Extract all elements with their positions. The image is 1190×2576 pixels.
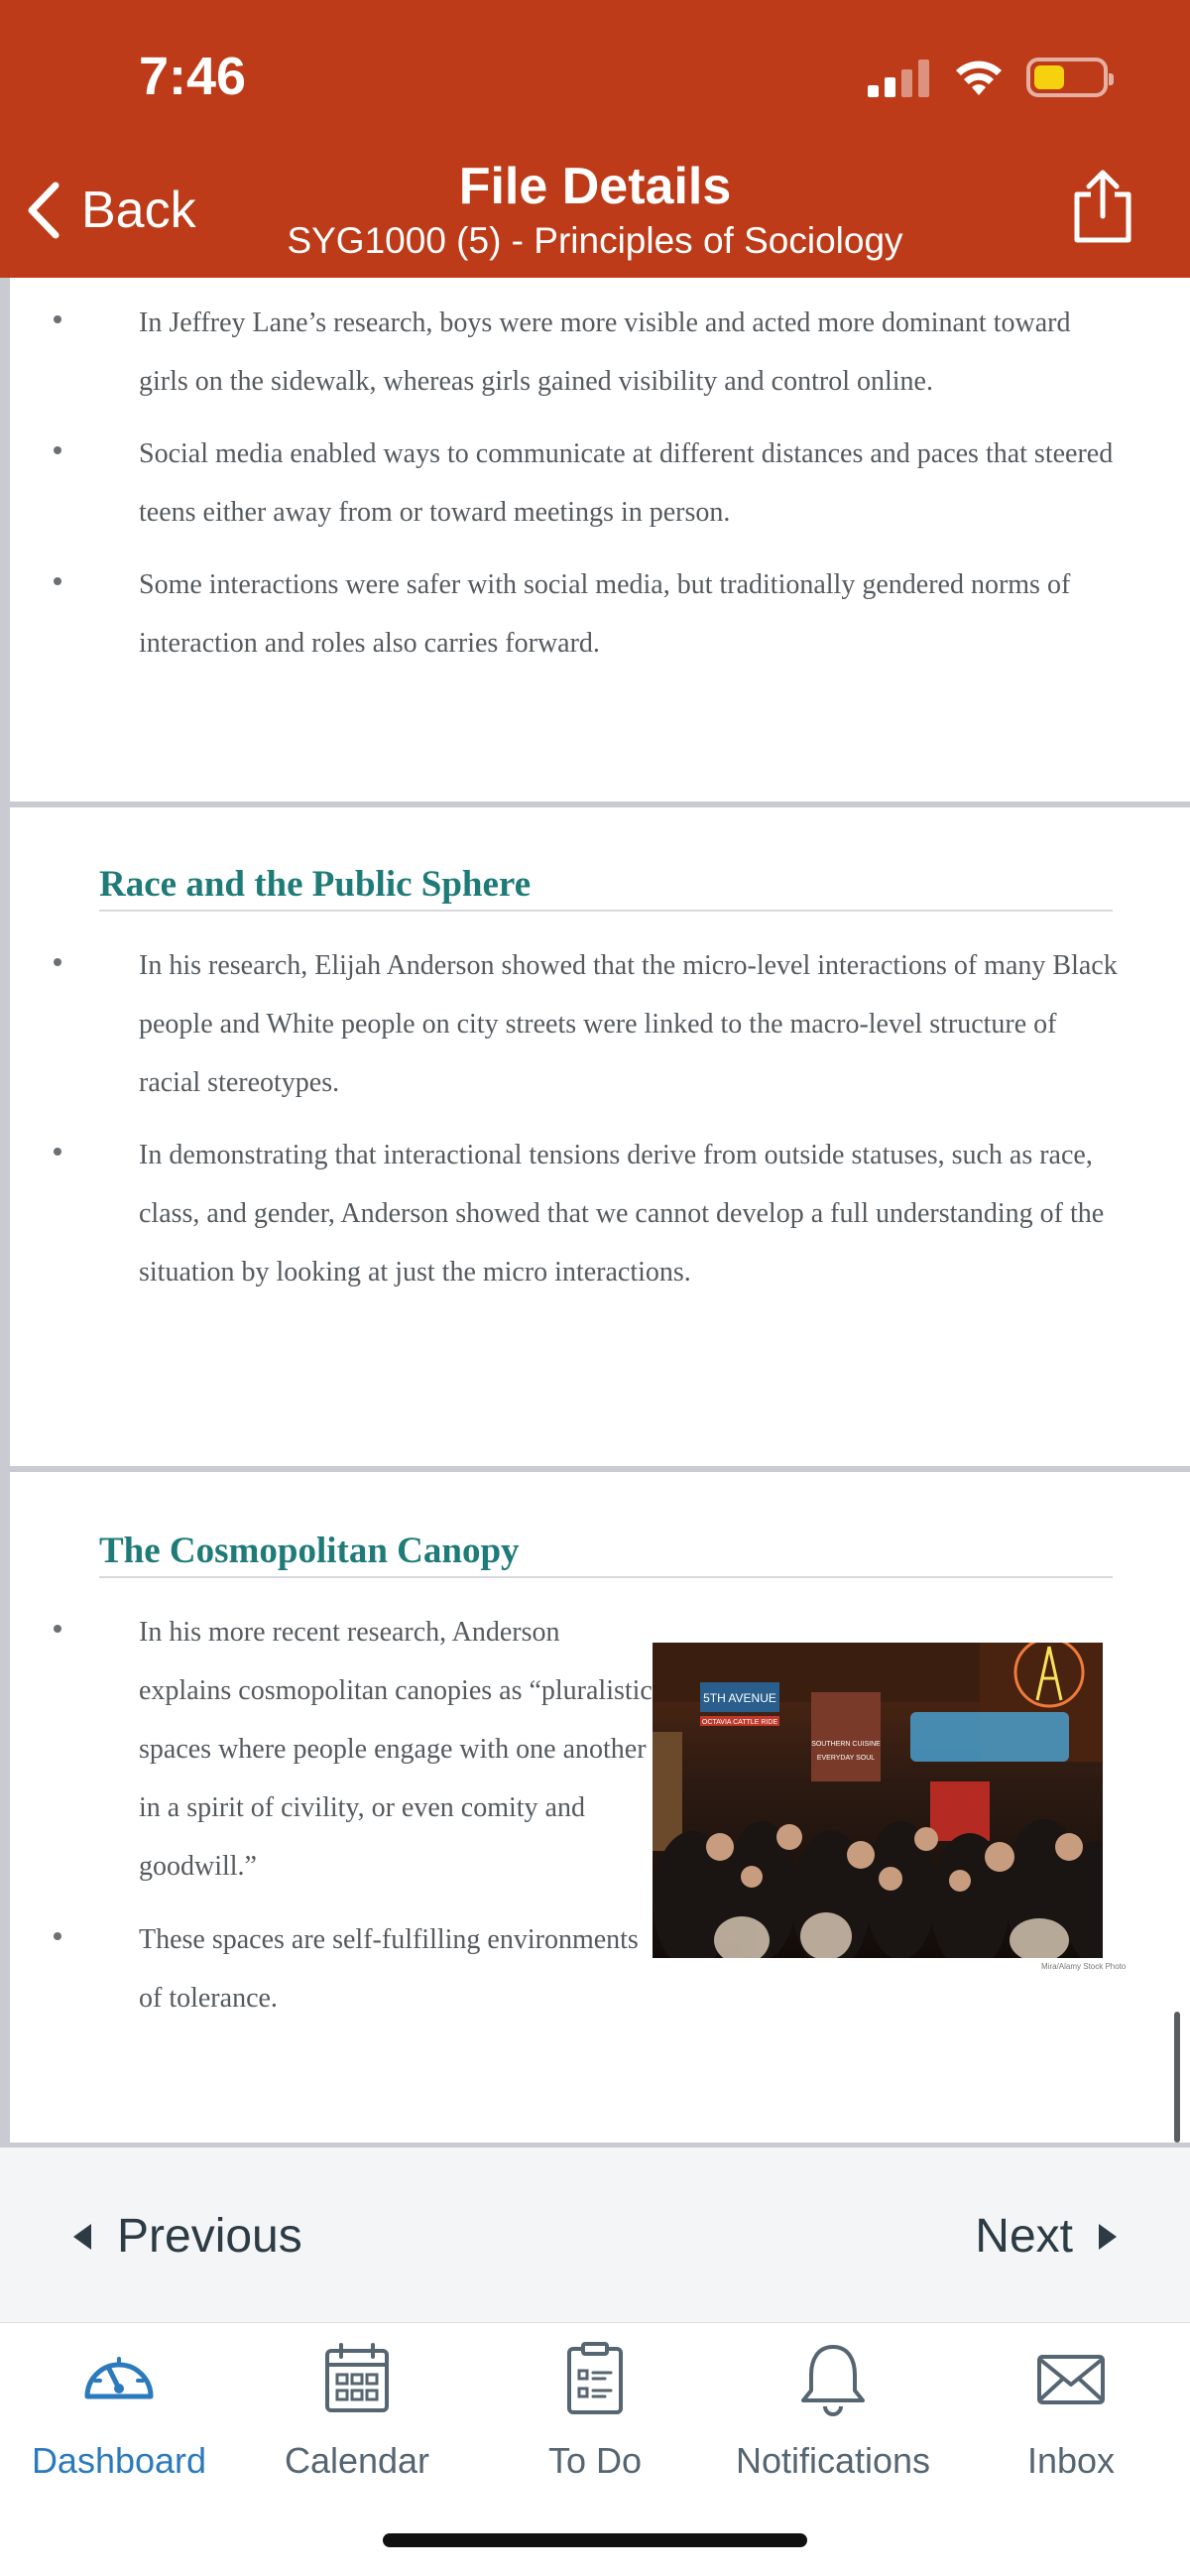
pager: [0, 2147, 1190, 2322]
photo-sign-text: 5TH AVENUE: [703, 1691, 776, 1705]
bullet-text: Some interactions were safer with social media, but traditionally gendered norms of interaction and roles also carries forward.: [139, 569, 1071, 659]
page-title: File Details: [458, 158, 732, 215]
bullet-text: In demonstrating that interactional tensions derive from outside statuses, such as race, class, and gender, Anderson showed that we cannot develop a full understanding of the situation by looking at just the micro interactions.: [139, 1140, 1105, 1288]
bell-icon: [793, 2339, 873, 2418]
scrollbar[interactable]: [1174, 2012, 1180, 2143]
share-icon[interactable]: [1067, 167, 1138, 246]
cellular-signal-icon: [868, 60, 931, 97]
page-subtitle: SYG1000 (5) - Principles of Sociology: [287, 220, 903, 261]
back-label: Back: [81, 182, 196, 239]
tab-label: Dashboard: [31, 2440, 207, 2481]
previous-label: Previous: [117, 2210, 302, 2263]
bullet-dot: [54, 1932, 61, 1940]
bullet-text: In Jeffrey Lane’s research, boys were more visible and acted more dominant toward girls on the sidewalk, whereas girls gained visibility and control online.: [139, 307, 1071, 397]
slide: [10, 807, 1190, 1466]
mail-icon: [1031, 2339, 1111, 2418]
title-divider: [99, 910, 1113, 912]
calendar-icon: [317, 2339, 397, 2418]
bullet-dot: [54, 958, 61, 966]
wifi-icon: [954, 56, 1004, 99]
photo-sign-text: SOUTHERN CUISINE: [811, 1741, 881, 1748]
caret-left-icon: [73, 2224, 91, 2250]
caret-right-icon: [1099, 2224, 1117, 2250]
document-viewer[interactable]: [0, 278, 1190, 2147]
photo-sign-text: EVERYDAY SOUL: [816, 1755, 876, 1762]
tab-label: Inbox: [1026, 2440, 1116, 2481]
next-label: Next: [975, 2210, 1073, 2263]
tab-calendar[interactable]: [238, 2339, 476, 2508]
next-button[interactable]: [975, 2209, 1117, 2264]
photo-credit: Mira/Alamy Stock Photo: [1041, 1962, 1127, 1971]
tab-dashboard[interactable]: [0, 2339, 238, 2508]
bullet-text: These spaces are self-fulfilling environments of tolerance.: [139, 1924, 639, 2014]
tab-inbox[interactable]: [952, 2339, 1190, 2508]
tab-label: Calendar: [284, 2440, 430, 2481]
bullet-dot: [54, 1625, 61, 1633]
bullet-text: In his more recent research, Anderson explains cosmopolitan canopies as “pluralistic spaces where people engage with one another in a spirit of civility, or even comity and goodwill.”: [139, 1617, 653, 1882]
bullet-dot: [54, 577, 61, 585]
battery-icon: [1026, 58, 1108, 97]
bullet-dot: [54, 446, 61, 454]
app-header: [0, 0, 1190, 278]
tab-todo[interactable]: [476, 2339, 714, 2508]
todo-icon: [555, 2339, 635, 2418]
tab-notifications[interactable]: [714, 2339, 952, 2508]
slide-title: Race and the Public Sphere: [99, 864, 532, 905]
slide: [10, 278, 1190, 801]
status-time: 7:46: [139, 47, 247, 106]
bullet-text: Social media enabled ways to communicate at different distances and paces that steered teens either away from or toward meetings in person.: [139, 438, 1114, 528]
photo-sign-text: OCTAVIA CATTLE RIDE: [701, 1719, 778, 1726]
bullet-text: In his research, Elijah Anderson showed that the micro-level interactions of many Black people and White people on city streets were linked to the macro-level structure of racial stereotypes.: [139, 950, 1118, 1098]
tab-label: Notifications: [735, 2440, 931, 2481]
previous-button[interactable]: [73, 2209, 302, 2264]
dashboard-icon: [79, 2339, 159, 2418]
home-indicator: [383, 2533, 807, 2547]
slide-title: The Cosmopolitan Canopy: [99, 1531, 520, 1571]
bullet-dot: [54, 1148, 61, 1156]
title-divider: [99, 1576, 1113, 1578]
tab-label: To Do: [547, 2440, 643, 2481]
market-crowd-photo: [653, 1643, 1103, 1958]
slide: [10, 1472, 1190, 2143]
bullet-dot: [54, 315, 61, 323]
